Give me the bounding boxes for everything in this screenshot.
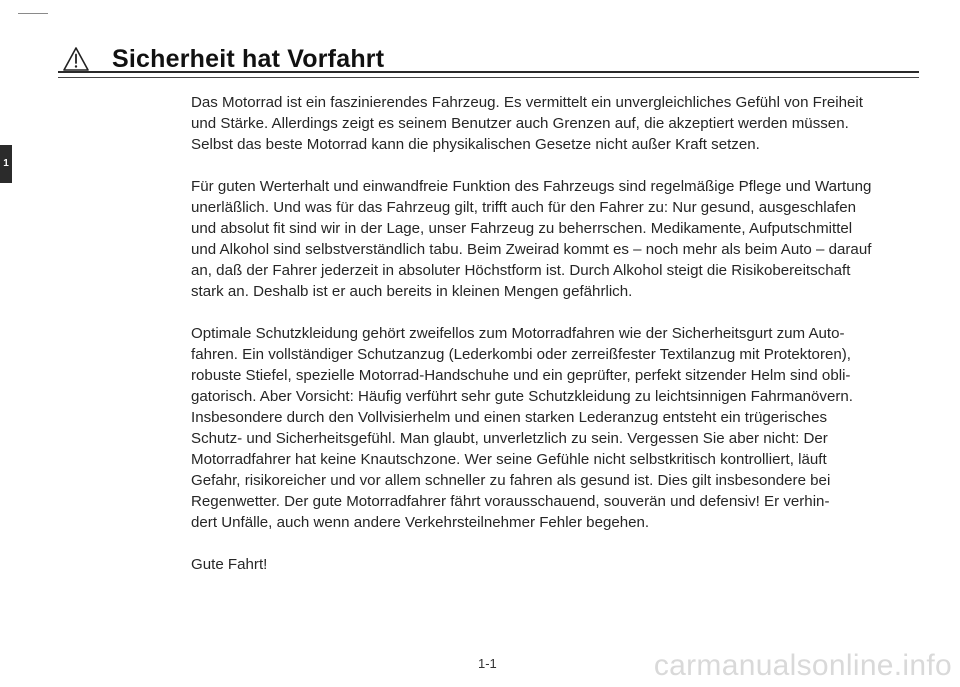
header-rule-thin — [58, 77, 919, 78]
text-line: Selbst das beste Motorrad kann die physikalischen Gesetze nicht außer Kraft setzen. — [191, 136, 760, 153]
text-line: Gute Fahrt! — [191, 556, 268, 573]
text-line: Regenwetter. Der gute Motorradfahrer fährt vorausschauend, souverän und defensiv! Er verhin- — [191, 493, 830, 510]
text-line: und Stärke. Allerdings zeigt es seinem Benutzer auch Grenzen auf, die akzeptiert werden müssen. — [191, 115, 849, 132]
text-line: unerläßlich. Und was für das Fahrzeug gilt, trifft auch für den Fahrer zu: Nur gesund, ausgeschlafen — [191, 199, 857, 216]
body-text — [191, 92, 921, 596]
text-line: und Alkohol sind selbstverständlich tabu. Beim Zweirad kommt es – noch mehr als beim Auto – darauf — [191, 241, 872, 258]
chapter-tab — [0, 145, 12, 183]
watermark: carmanualsonline.info — [653, 649, 952, 682]
text-line: an, daß der Fahrer jederzeit in absoluter Höchstform ist. Durch Alkohol steigt die Risikobereitschaft — [191, 262, 851, 279]
paragraph-intro — [191, 92, 921, 155]
page-number: 1-1 — [478, 656, 497, 671]
section-header — [62, 44, 384, 74]
chapter-tab-label: 1 — [3, 158, 9, 169]
text-line: Das Motorrad ist ein faszinierendes Fahrzeug. Es vermittelt ein unvergleichliches Gefühl von Freiheit — [191, 94, 863, 111]
text-line: und absolut fit sind wir in der Lage, unser Fahrzeug zu beherrschen. Medikamente, Aufputschmittel — [191, 220, 853, 237]
paragraph-protective-clothing — [191, 323, 921, 533]
warning-triangle-icon — [62, 46, 90, 72]
page-title: Sicherheit hat Vorfahrt — [112, 44, 385, 73]
text-line: Schutz- und Sicherheitsgefühl. Man glaubt, unverletzlich zu sein. Vergessen Sie aber nicht: Der — [191, 430, 828, 447]
text-line: dert Unfälle, auch wenn andere Verkehrsteilnehmer Fehler begehen. — [191, 514, 650, 531]
text-line: stark an. Deshalb ist er auch bereits in kleinen Mengen gefährlich. — [191, 283, 633, 300]
text-line: fahren. Ein vollständiger Schutzanzug (Lederkombi oder zerreißfester Textilanzug mit Protektoren), — [191, 346, 851, 363]
text-line: robuste Stiefel, spezielle Motorrad-Handschuhe und ein geprüfter, perfekt sitzender Helm sind obli- — [191, 367, 851, 384]
text-line: Motorradfahrer hat keine Knautschzone. Wer seine Gefühle nicht selbstkritisch kontrolliert, läuft — [191, 451, 827, 468]
scan-artifact-line — [18, 13, 48, 14]
text-line: gatorisch. Aber Vorsicht: Häufig verführt sehr gute Schutzkleidung zu leichtsinnigen Fahrmanövern. — [191, 388, 853, 405]
text-line: Optimale Schutzkleidung gehört zweifellos zum Motorradfahren wie der Sicherheitsgurt zum Auto- — [191, 325, 845, 342]
header-rule-thick — [58, 71, 919, 73]
paragraph-maintenance — [191, 176, 921, 302]
text-line: Gefahr, risikoreicher und vor allem schneller zu fahren als gesund ist. Dies gilt insbesondere bei — [191, 472, 831, 489]
paragraph-closing — [191, 554, 921, 575]
text-line: Für guten Werterhalt und einwandfreie Funktion des Fahrzeugs sind regelmäßige Pflege und Wartung — [191, 178, 872, 195]
text-line: Insbesondere durch den Vollvisierhelm und einen starken Lederanzug entsteht ein trügerisches — [191, 409, 828, 426]
